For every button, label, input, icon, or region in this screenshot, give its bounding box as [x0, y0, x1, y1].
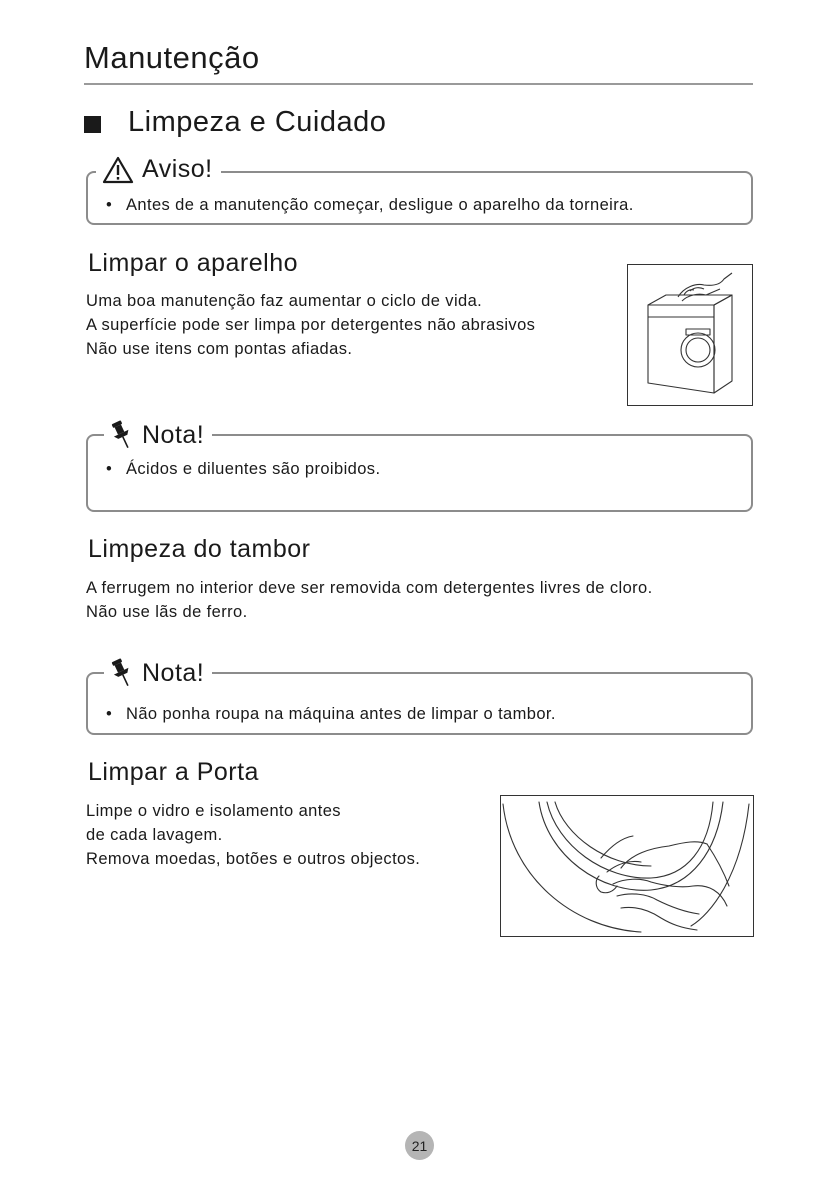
- warning-label: [96, 155, 221, 184]
- pushpin-icon: [110, 419, 134, 451]
- note-label-text: Nota!: [142, 420, 205, 449]
- warning-triangle-icon: [102, 156, 134, 184]
- warning-label-text: Aviso!: [142, 155, 213, 183]
- door-cleaning-icon: [501, 796, 752, 935]
- text-line: A superfície pode ser limpa por detergentes não abrasivos: [86, 316, 536, 334]
- clean-appliance-heading: Limpar o aparelho: [88, 249, 299, 277]
- page-title: Manutenção: [84, 40, 260, 75]
- text-line: Não use itens com pontas afiadas.: [86, 340, 353, 358]
- text-line: de cada lavagem.: [86, 826, 223, 844]
- bullet-dot: •: [106, 705, 113, 723]
- text-line: Limpe o vidro e isolamento antes: [86, 802, 341, 820]
- warning-item-text: Antes de a manutenção começar, desligue o aparelho da torneira.: [126, 196, 634, 214]
- note-item-text: Ácidos e diluentes são proibidos.: [126, 460, 381, 478]
- note-label-text: Nota!: [142, 658, 205, 687]
- washing-machine-wiping-illustration: [627, 264, 753, 406]
- drum-text: [86, 576, 653, 624]
- header-divider: [84, 83, 753, 85]
- door-text: [86, 799, 420, 871]
- warning-item: [106, 196, 634, 215]
- clean-appliance-text: [86, 289, 535, 361]
- drum-heading: Limpeza do tambor: [88, 535, 311, 563]
- note-item: [106, 460, 380, 479]
- page-number: 21: [405, 1131, 434, 1160]
- text-line: Não use lãs de ferro.: [86, 603, 248, 621]
- note-label-2: [104, 657, 212, 689]
- note-item-text: Não ponha roupa na máquina antes de limpar o tambor.: [126, 705, 556, 723]
- pushpin-icon: [110, 657, 134, 689]
- text-line: Remova moedas, botões e outros objectos.: [86, 850, 421, 868]
- text-line: Uma boa manutenção faz aumentar o ciclo de vida.: [86, 292, 483, 310]
- section-bullet-square: [84, 116, 101, 133]
- door-seal-cleaning-illustration: [500, 795, 754, 937]
- washing-machine-icon: [628, 265, 751, 404]
- bullet-dot: •: [106, 460, 113, 478]
- section-title: Limpeza e Cuidado: [128, 106, 387, 138]
- note-item: [106, 705, 556, 724]
- door-heading: Limpar a Porta: [88, 758, 259, 786]
- bullet-dot: •: [106, 196, 113, 214]
- note-label-1: [104, 419, 212, 451]
- text-line: A ferrugem no interior deve ser removida com detergentes livres de cloro.: [86, 579, 653, 597]
